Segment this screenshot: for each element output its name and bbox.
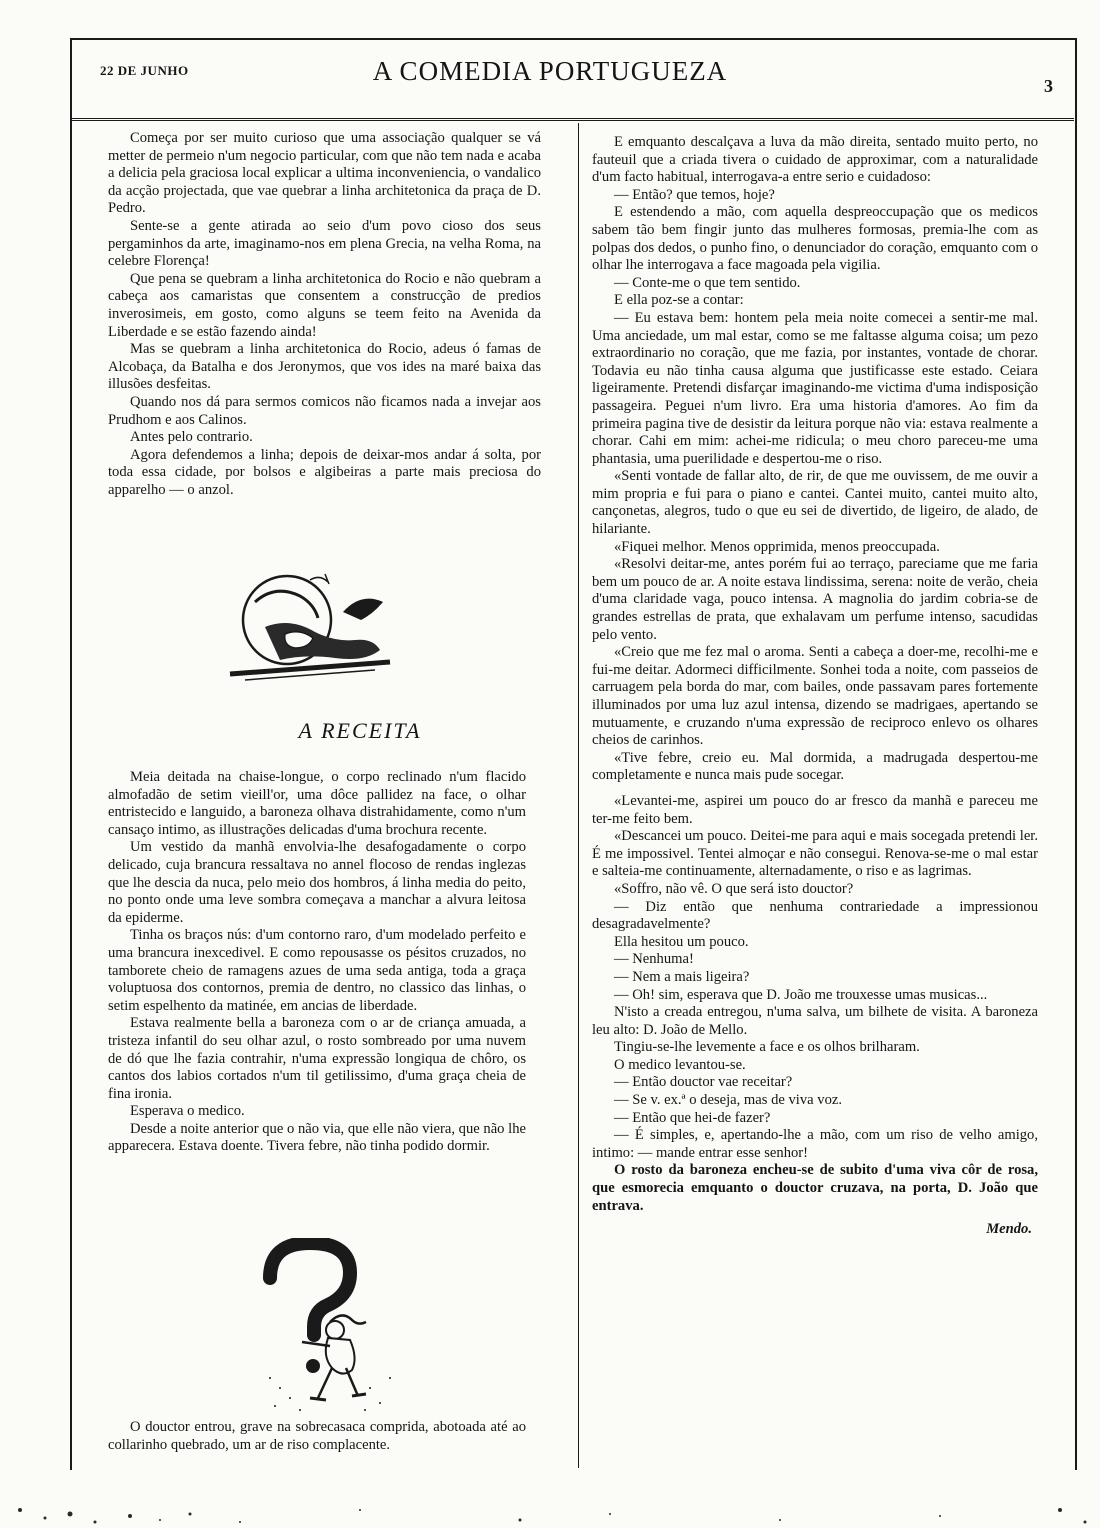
paragraph: «Tive febre, creio eu. Mal dormida, a madrugada despertou-me completamente e nunca mais pude socegar.: [592, 749, 1038, 784]
paragraph: Tinha os braços nús: d'um contorno raro, d'um modelado perfeito e uma brancura inexcedivel. E como repousasse os pésitos cruzados, no tamborete cheio de ramagens azues de uma seda antiga, toda a graça voluptuosa dos contornos, premia de dentro, no classico das linhas, o setim espelhento da matinée, em ancias de liberdade.: [108, 927, 526, 1014]
paragraph: Que pena se quebram a linha architetonica do Rocio e não quebram a cabeça aos camaristas que consentem a construcção de predios inverosimeis, em gosto, como alguns se teem feito na Avenida da Liberdade e se estão fazendo ainda!: [108, 270, 541, 340]
paragraph: Mas se quebram a linha architetonica do Rocio, adeus ó famas de Alcobaça, da Batalha e dos Jeronymos, que vos ides na maré baixa das illusões desfeitas.: [108, 341, 541, 393]
paragraph: — Se v. ex.ª o deseja, mas de viva voz.: [614, 1092, 843, 1109]
paragraph: — Então douctor vae receitar?: [614, 1074, 793, 1091]
paragraph: «Fiquei melhor. Menos opprimida, menos preoccupada.: [614, 538, 940, 555]
paragraph: N'isto a creada entregou, n'uma salva, um bilhete de visita. A baroneza leu alto: D. João de Mello.: [592, 1004, 1038, 1038]
paragraph: «Soffro, não vê. O que será isto douctor?: [614, 880, 854, 897]
paragraph: Ella hesitou um pouco.: [614, 933, 749, 950]
section-gap: [592, 785, 1038, 793]
page-number: 3: [1044, 76, 1053, 96]
column-divider: [578, 123, 579, 1468]
paragraph: — Conte-me o que tem sentido.: [614, 274, 801, 291]
paragraph: Meia deitada na chaise-longue, o corpo reclinado n'um flacido almofadão de setim vieill'or, uma dôce pallidez na face, o olhar entristecido e languido, a baroneza olhava distrahidamente, como n'um cansaço intimo, as illustrações delicadas d'uma brochura recente.: [108, 769, 526, 838]
paragraph: — Nem a mais ligeira?: [614, 968, 750, 985]
paragraph: E ella poz-se a contar:: [614, 292, 744, 309]
paragraph: «Creio que me fez mal o aroma. Senti a cabeça a doer-me, recolhi-me e fui-me deitar. Adormeci difficilmente. Sonhei toda a noite, com passeios de carruagem pela borda do mar, com bailes, onde passavam pares fortemente illuminados por uma luz azul intensa, dizendo se madrigaes, apertando se mutuamente, e cruzando n'uma expressão de reciproco enlevo os olhares cheios de carinhos.: [592, 644, 1038, 749]
paragraph: E emquanto descalçava a luva da mão direita, sentado muito perto, no fauteuil que a criada tivera o cuidado de approximar, com a naturalidade d'um facto habitual, interrogava-a entre serio e cuidadoso:: [592, 134, 1038, 186]
right-column-story: [592, 134, 1038, 1239]
paragraph: Antes pelo contrario.: [130, 429, 253, 446]
header-date: 22 DE JUNHO: [100, 63, 189, 78]
left-column-story-end: [108, 1419, 526, 1454]
reclining-woman-illustration: [225, 572, 400, 692]
masthead-title: A COMEDIA PORTUGUEZA: [372, 56, 728, 86]
paragraph: O douctor entrou, grave na sobrecasaca comprida, abotoada até ao collarinho quebrado, um ar de riso complacente.: [108, 1419, 526, 1453]
paragraph: O rosto da baroneza encheu-se de subito d'uma viva côr de rosa, que esmorecia emquanto o douctor cruzava, na porta, D. João que entrava.: [592, 1162, 1038, 1214]
paragraph: Esperava o medico.: [130, 1103, 245, 1120]
paragraph: — Então? que temos, hoje?: [614, 186, 775, 203]
paragraph: Sente-se a gente atirada ao seio d'um povo cioso dos seus pergaminhos da arte, imaginamo-nos em plena Grecia, na velha Roma, na celebre Florença!: [108, 217, 541, 270]
author-signature: Mendo.: [986, 1221, 1032, 1238]
paragraph: — Então que hei-de fazer?: [614, 1109, 771, 1126]
paragraph: E estendendo a mão, com aquella despreoccupação que os medicos sabem tão bem fingir junto das mulheres formosas, premia-lhe com as polpas dos dedos, o punho fino, o denunciador do coração, emquanto com o olhar lhe interrogava a face magoada pela vigilia.: [592, 204, 1038, 274]
paragraph: — Nenhuma!: [614, 951, 694, 968]
paragraph: O medico levantou-se.: [614, 1056, 746, 1073]
paragraph: — Eu estava bem: hontem pela meia noite comecei a sentir-me mal. Uma anciedade, um mal estar, como se me faltasse alguma coisa; um pezo extraordinario no coração, que me fazia, por instantes, vontade de chorar. Todavia eu não tinha causa alguma que justificasse este estado. Ceiara ligeiramente. Pretendi disfarçar imaginando-me victima d'uma indisposição passageira. Peguei n'um livro. Era uma historia d'amores. Ao fim da primeira pagina tive de desistir da leitura porque não via: estava realmente a chorar. Cahi em mim: achei-me ridicula; o meu choro pareceu-me uma phantasia, uma puerilidade e despertou-me o riso.: [592, 309, 1038, 467]
story-title: A RECEITA: [298, 718, 422, 743]
paragraph: «Descancei um pouco. Deitei-me para aqui e mais socegada pretendi ler. É me impossivel. Tentei almoçar e não consegui. Renova-se-me o mal estar e salteia-me continuamente, alternadamente, o riso e as lagrimas.: [592, 828, 1038, 880]
paragraph: Estava realmente bella a baroneza com o ar de criança amuada, a tristeza infantil do seu olhar azul, o rosto sombreado por uma nuvem de dó que lhe fazia contrahir, n'uma expressão longiqua de chôro, os cantos dos labios cortados n'um til getilissimo, d'uma graça cheia de fina ironia.: [108, 1015, 526, 1102]
paragraph: — É simples, e, apertando-lhe a mão, com um riso de velho amigo, intimo: — mande entrar esse senhor!: [592, 1127, 1038, 1161]
paragraph: «Senti vontade de fallar alto, de rir, de que me ouvissem, de me ouvir a mim propria e fui para o piano e cantei. Cantei muito, cantei muito alto, cançonetas, alegros, tudo o que eu sei de divertido, de ligeiro, de alado, de hilariante.: [592, 468, 1038, 538]
paragraph: Tingiu-se-lhe levemente a face e os olhos brilharam.: [614, 1039, 920, 1056]
paragraph: Um vestido da manhã envolvia-lhe desafogadamente o corpo delicado, cuja brancura ressaltava no annel flocoso de rendas inglezas que lhe descia da nuca, pelo meio dos hombros, á linha media do peito, no ponto onde uma leve sombra começava a manchar a alvura leitosa da epiderme.: [108, 839, 526, 926]
header-rule: [72, 118, 1074, 121]
left-column-editorial: [108, 130, 541, 499]
paragraph: «Resolvi deitar-me, antes porém fui ao terraço, pareciame que me faria bem um pouco de ar. A noite estava lindissima, serena: noite de verão, cheia d'uma claridade vaga, pouco intensa. A magnolia do jardim cobria-se de grandes estrellas de prata, que exhalavam um perfume intenso, sacudidas pelo vento.: [592, 556, 1038, 643]
paragraph: Quando nos dá para sermos comicos não ficamos nada a invejar aos Prudhom e aos Calinos.: [108, 393, 541, 428]
left-column-story: [108, 769, 526, 1156]
print-speckle-border: [0, 1470, 1100, 1528]
paragraph: Agora defendemos a linha; depois de deixar-mos andar á solta, por toda essa cidade, por bolsos e algibeiras a parte mais preciosa do apparelho — o anzol.: [108, 446, 541, 498]
paragraph: «Levantei-me, aspirei um pouco do ar fresco da manhã e pareceu me ter-me feito bem.: [592, 792, 1038, 827]
paragraph: — Oh! sim, esperava que D. João me trouxesse umas musicas...: [614, 986, 988, 1003]
question-mark-jester-illustration: [250, 1238, 410, 1416]
paragraph: Desde a noite anterior que o não via, que elle não viera, que não lhe apparecera. Estava doente. Tivera febre, não tinha podido dormir.: [108, 1120, 526, 1155]
paragraph: — Diz então que nenhuma contrariedade a impressionou desagradavelmente?: [592, 898, 1038, 933]
paragraph: Começa por ser muito curioso que uma associação qualquer se vá metter de permeio n'um negocio particular, com que não tem nada e acaba a delicia pela graciosa local explicar a ultima inconveniencia, o vandalico da acção projectada, que vae quebrar a linha architetonica da praça de D. Pedro.: [108, 130, 541, 217]
